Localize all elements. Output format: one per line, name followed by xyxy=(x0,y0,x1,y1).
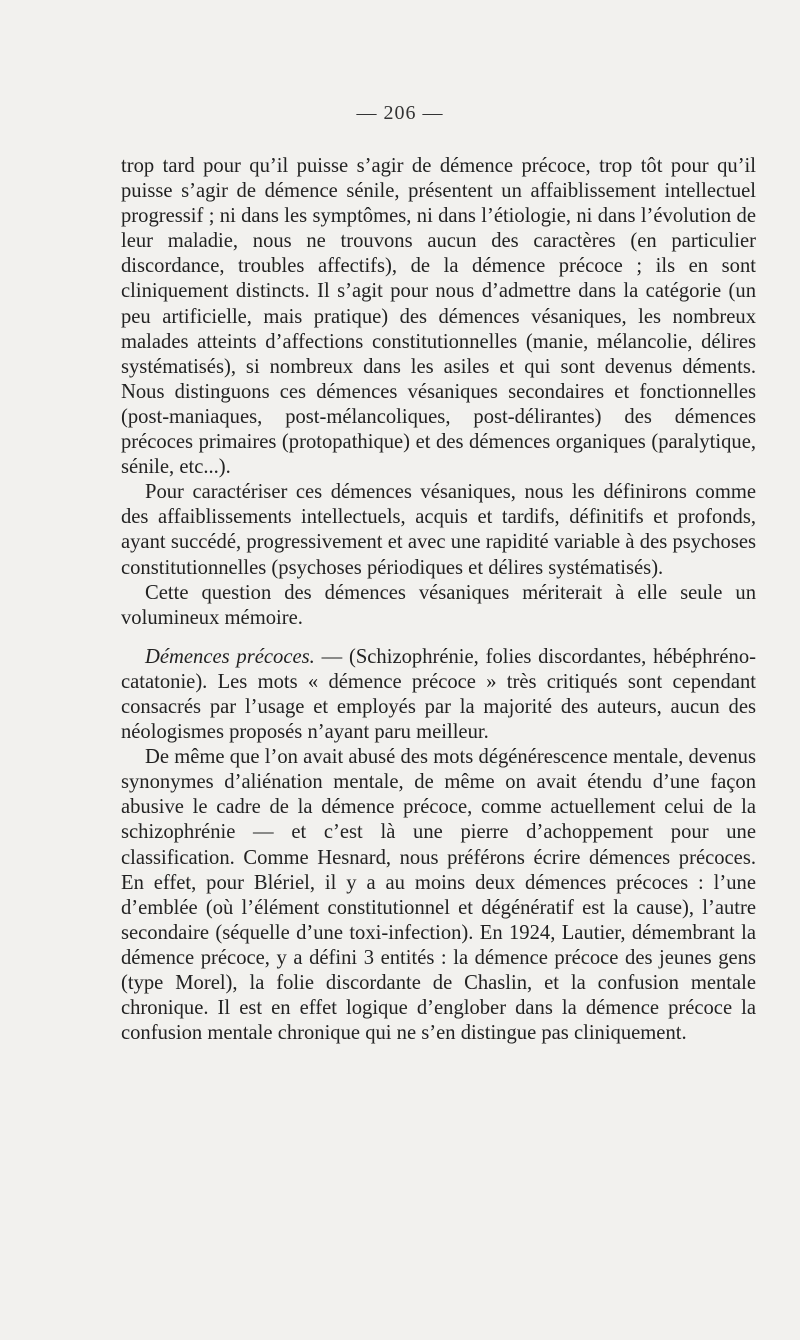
paragraph-4-text: — (Schizophrénie, folies discordantes, hébéphréno-catatonie). Les mots « démence précoce » très critiqués sont cependant consacrés par l’usage et employés par la majorité des auteurs, aucun des néologismes proposés n’ayant paru meilleur. xyxy=(121,645,756,744)
paragraph-2: Pour caractériser ces démences vésaniques, nous les définirons comme des affaiblissements intellectuels, acquis et tardifs, définitifs et profonds, ayant succédé, progressivement et avec une rapidité variable à des psychoses constitutionnelles (psychoses périodiques et délires systématisés). xyxy=(121,481,756,579)
page-number: — 206 — xyxy=(356,102,444,124)
paragraph-3: Cette question des démences vésaniques mériterait à elle seule un volumineux mémoire. xyxy=(121,581,756,629)
paragraph-4 xyxy=(121,645,756,745)
paragraph-5: De même que l’on avait abusé des mots dégénérescence mentale, devenus synonymes d’aliénation mentale, de même on avait étendu d’une façon abusive le cadre de la démence précoce, comme actuellement celui de la schizophrénie — et c’est là une pierre d’achoppement pour une classification. Comme Hesnard, nous préférons écrire démences précoces. En effet, pour Blériel, il y a au moins deux démences précoces : l’une d’emblée (où l’élément constitutionnel et dégénératif est la cause), l’autre secondaire (séquelle d’une toxi-infection). En 1924, Lautier, démembrant la démence précoce, y a défini 3 entités : la démence précoce des jeunes gens (type Morel), la folie discordante de Chaslin, et la confusion mentale chronique. Il est en effet logique d’englober dans la démence précoce la confusion mentale chronique qui ne s’en distingue pas cliniquement. xyxy=(121,746,756,1045)
section-title: Démences précoces. xyxy=(145,645,315,668)
body-text xyxy=(121,154,756,1046)
paragraph-1: trop tard pour qu’il puisse s’agir de démence précoce, trop tôt pour qu’il puisse s’agir de démence sénile, présentent un affaiblissement intellectuel progressif ; ni dans les symptômes, ni dans l’étiologie, ni dans l’évolution de leur maladie, nous ne trouvons aucun des caractères (en particulier discordance, troubles affectifs), de la démence précoce ; ils en sont cliniquement distincts. Il s’agit pour nous d’admettre dans la catégorie (un peu artificielle, mais pratique) des démences vésaniques, les nombreux malades atteints d’affections constitutionnelles (manie, mélancolie, délires systématisés), si nombreux dans les asiles et qui sont devenus déments. Nous distinguons ces démences vésaniques secondaires et fonctionnelles (post-maniaques, post-mélancoliques, post-délirantes) des démences précoces primaires (protopathique) et des démences organiques (paralytique, sénile, etc...). xyxy=(121,155,756,479)
